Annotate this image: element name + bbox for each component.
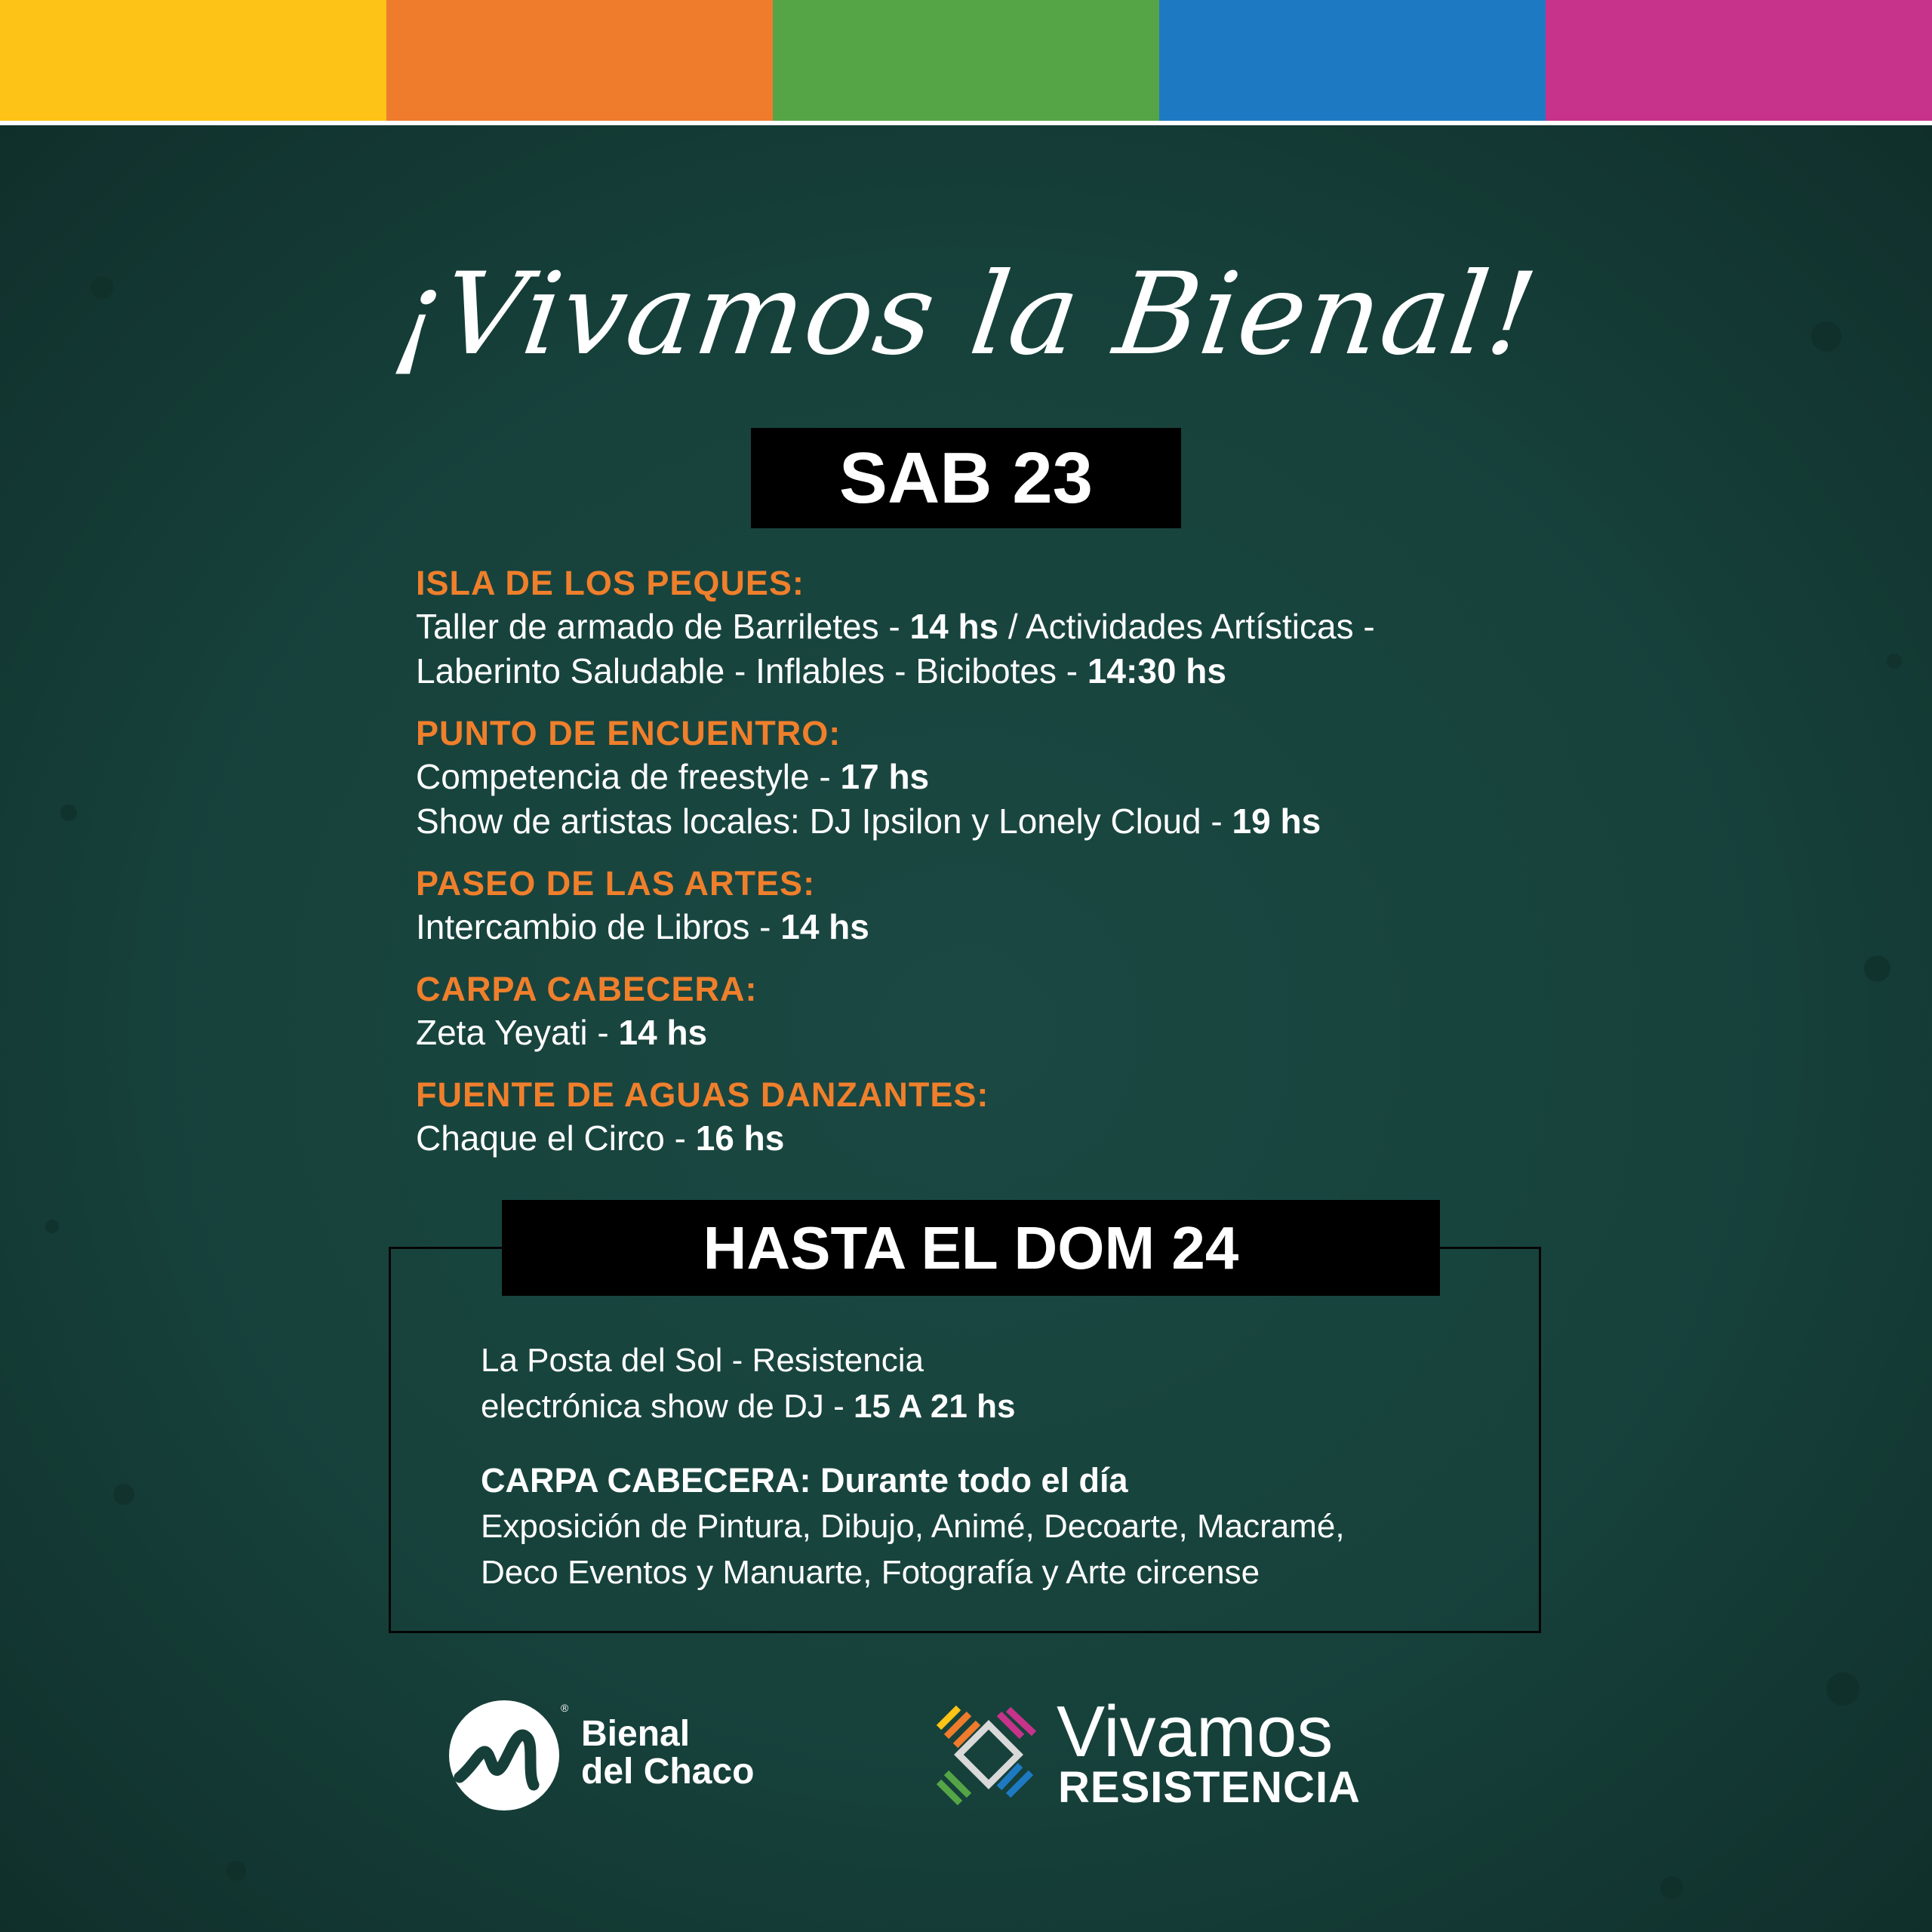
event-line xyxy=(416,1116,1548,1161)
texture-speck xyxy=(113,1484,134,1505)
day-badge: SAB 23 xyxy=(751,428,1181,528)
event-time: 14:30 hs xyxy=(1087,651,1226,691)
event-line xyxy=(416,799,1548,844)
until-box-content xyxy=(481,1337,1537,1595)
event-line xyxy=(416,755,1548,799)
texture-speck xyxy=(1887,654,1902,669)
event-time: 14 hs xyxy=(780,907,869,946)
box-line-4: Deco Eventos y Manuarte, Fotografía y Arte circense xyxy=(481,1554,1260,1591)
stripe-yellow xyxy=(0,0,386,121)
vivamos-diamond-icon xyxy=(936,1702,1041,1807)
event-block xyxy=(416,712,1548,844)
event-block xyxy=(416,1074,1548,1161)
event-heading: PUNTO DE ENCUENTRO: xyxy=(416,714,841,752)
event-time: 14 hs xyxy=(618,1013,708,1052)
event-block xyxy=(416,968,1548,1055)
texture-speck xyxy=(1826,1672,1860,1706)
bienal-logo-line-1: Bienal xyxy=(581,1714,691,1754)
resistencia-logo-text: RESISTENCIA xyxy=(1058,1763,1361,1812)
event-block xyxy=(416,863,1548,949)
texture-speck xyxy=(226,1861,246,1881)
event-heading: FUENTE DE AGUAS DANZANTES: xyxy=(416,1075,989,1114)
texture-speck xyxy=(45,1220,59,1233)
bienal-logo-line-2: del Chaco xyxy=(581,1752,755,1792)
event-text: / Actividades Artísticas - xyxy=(998,607,1375,646)
event-block xyxy=(416,562,1548,694)
box-line-1: La Posta del Sol - Resistencia xyxy=(481,1342,924,1379)
event-heading: PASEO DE LAS ARTES: xyxy=(416,864,816,903)
event-time: 17 hs xyxy=(840,757,930,796)
bienal-logo-text xyxy=(581,1715,754,1791)
stripe-orange xyxy=(386,0,773,121)
stripe-green xyxy=(773,0,1159,121)
event-text: Zeta Yeyati - xyxy=(416,1013,619,1052)
event-text: Laberinto Saludable - Inflables - Bicibotes - xyxy=(416,651,1088,691)
texture-speck xyxy=(60,804,77,821)
event-list xyxy=(416,562,1548,1180)
stripe-magenta xyxy=(1546,0,1932,121)
until-badge: HASTA EL DOM 24 xyxy=(502,1200,1440,1296)
event-text: Show de artistas locales: DJ Ipsilon y Lonely Cloud - xyxy=(416,801,1232,841)
vivamos-logo-text: Vivamos xyxy=(1057,1691,1334,1772)
registered-mark: ® xyxy=(561,1702,569,1714)
event-text: Intercambio de Libros - xyxy=(416,907,781,946)
box-line-2 xyxy=(481,1383,1537,1429)
box-line-3: Exposición de Pintura, Dibujo, Animé, Decoarte, Macramé, xyxy=(481,1508,1345,1545)
box-heading: CARPA CABECERA: Durante todo el día xyxy=(481,1461,1128,1500)
event-heading: CARPA CABECERA: xyxy=(416,970,758,1008)
event-time: 19 hs xyxy=(1232,801,1321,841)
event-text: Chaque el Circo - xyxy=(416,1118,696,1158)
event-line xyxy=(416,605,1548,649)
event-time: 14 hs xyxy=(909,607,999,646)
page-title: ¡Vivamos la Bienal! xyxy=(386,249,1546,380)
event-line xyxy=(416,1011,1548,1055)
stripe-blue xyxy=(1159,0,1546,121)
box-line-2-time: 15 A 21 hs xyxy=(854,1388,1016,1425)
color-stripe xyxy=(0,0,1932,121)
texture-speck xyxy=(1660,1876,1683,1899)
bienal-logo-mark-icon xyxy=(449,1700,559,1810)
event-heading: ISLA DE LOS PEQUES: xyxy=(416,564,804,602)
texture-speck xyxy=(1864,955,1890,982)
event-line xyxy=(416,649,1548,694)
box-line-2-text: electrónica show de DJ - xyxy=(481,1388,854,1425)
event-time: 16 hs xyxy=(695,1118,785,1158)
event-line xyxy=(416,905,1548,949)
event-text: Competencia de freestyle - xyxy=(416,757,841,796)
event-text: Taller de armado de Barriletes - xyxy=(416,607,910,646)
